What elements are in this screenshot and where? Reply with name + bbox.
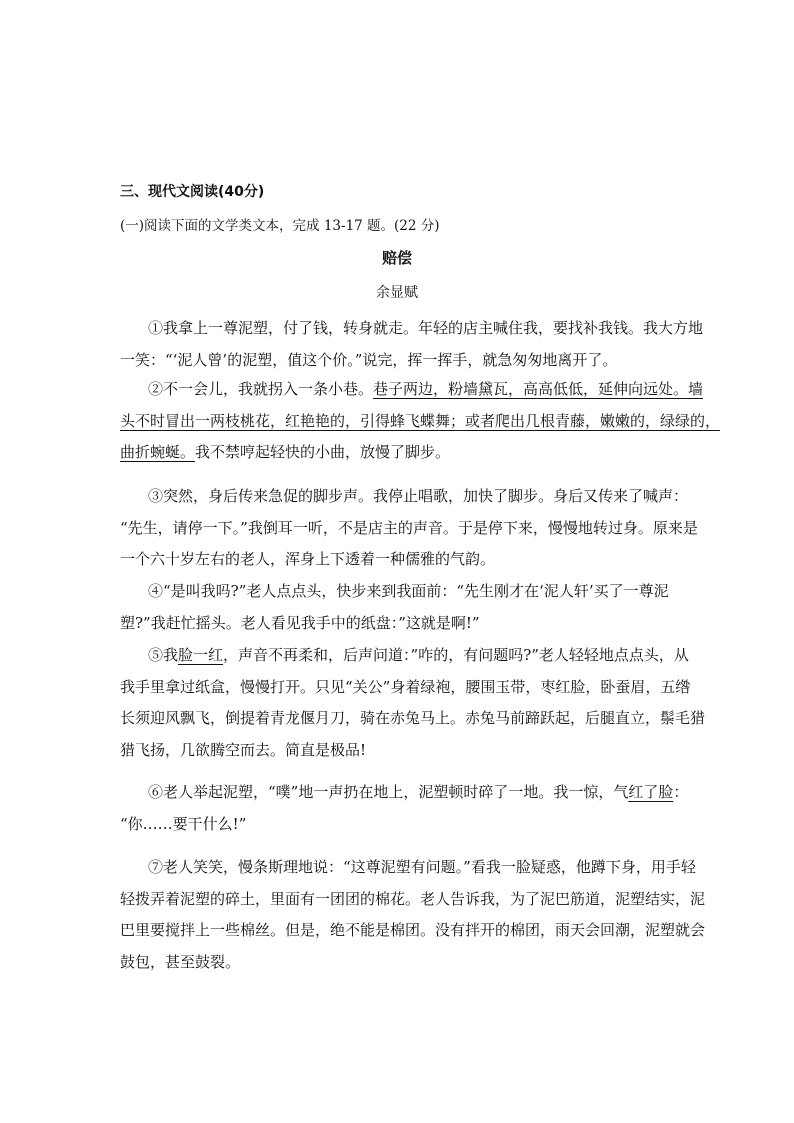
underlined-text: 头不时冒出一两枝桃花，红艳艳的，引得蜂飞蝶舞；或者爬出几根青藤，嫩嫩的，绿绿的， [120, 411, 721, 430]
paragraph-line: 巴里要搅拌上一些棉丝。但是，绝不能是棉团。没有拌开的棉团，雨天会回潮，泥塑就会 [120, 921, 706, 939]
paragraph-line [120, 437, 680, 469]
paragraph-line: ③突然，身后传来急促的脚步声。我停止唱歌，加快了脚步。身后又传来了喊声： [148, 487, 689, 505]
paragraph-2 [120, 374, 721, 469]
paragraph-line: 轻拨弄着泥塑的碎土，里面有一团团的棉花。老人告诉我，为了泥巴筋道，泥塑结实，泥 [120, 889, 706, 908]
paragraph-line: 鼓包，甚至鼓裂。 [120, 952, 241, 971]
paragraph-1 [120, 313, 704, 376]
paragraph-5 [120, 640, 706, 766]
paragraph-line: 长须迎风飘飞，倒提着青龙偃月刀，骑在赤兔马上。赤兔马前蹄跃起，后腿直立，鬃毛猎 [120, 709, 706, 727]
story-title: 赔偿 [381, 249, 412, 267]
text-run: ： [673, 783, 689, 801]
paragraph-line: “先生，请停一下。”我倒耳一听，不是店主的声音。于是停下来，慢慢地转过身。原来是 [120, 518, 698, 537]
paragraph-4 [120, 576, 680, 639]
underlined-text: 巷子两边，粉墙黛瓦，高高低低，延伸向远处。墙 [373, 380, 704, 398]
paragraph-6 [120, 777, 689, 840]
paragraph-line [120, 374, 704, 406]
text-run: 我不禁哼起轻快的小曲，放慢了脚步。 [195, 443, 451, 461]
paragraph-line: 一个六十岁左右的老人，浑身上下透着一种儒雅的气韵。 [120, 550, 496, 568]
paragraph-line: ④“是叫我吗?”老人点点头，快步来到我面前：“先生刚才在‘泥人轩’买了一尊泥 [148, 582, 669, 600]
section-title: 三、现代文阅读(40分) [120, 184, 265, 200]
underlined-text: 曲折蜿蜒。 [120, 443, 196, 461]
paragraph-3 [120, 481, 698, 576]
text-run: ⑤我 [148, 646, 179, 664]
paragraph-line: 猎飞扬，几欲腾空而去。简直是极品! [120, 740, 367, 759]
paragraph-line [120, 777, 689, 809]
text-run: ②不一会儿，我就拐入一条小巷。 [148, 380, 374, 398]
underlined-text: 红了脸 [628, 783, 674, 801]
underlined-text: 脸一红 [178, 646, 224, 664]
paragraph-line: “你……要干什么!” [120, 814, 247, 833]
paragraph-line: ⑦老人笑笑，慢条斯理地说：“这尊泥塑有问题。”看我一脸疑惑，他蹲下身，用手轻 [148, 858, 696, 876]
reading-instruction: (一)阅读下面的文学类文本，完成 13-17 题。(22 分) [120, 218, 440, 234]
paragraph-line: 一笑：“‘泥人曾’的泥塑，值这个价。”说完，挥一挥手，就急匆匆地离开了。 [120, 350, 618, 369]
paragraph-line [120, 640, 689, 672]
text-run: ⑥老人举起泥塑，“噗”地一声扔在地上，泥塑顿时碎了一地。我一惊，气 [148, 783, 629, 801]
story-author: 余显赋 [376, 285, 418, 301]
paragraph-line: 塑?”我赶忙摇头。老人看见我手中的纸盘：”这就是啊!” [120, 613, 480, 632]
paragraph-line: 我手里拿过纸盒，慢慢打开。只见“关公”身着绿袍，腰围玉带，枣红脸，卧蚕眉，五绺 [120, 677, 691, 696]
paragraph-7 [120, 852, 706, 978]
paragraph-line: ①我拿上一尊泥塑，付了钱，转身就走。年轻的店主喊住我，要找补我钱。我大方地 [148, 319, 704, 337]
text-run: ，声音不再柔和，后声问道：”咋的，有问题吗?”老人轻轻地点点头，从 [223, 646, 689, 664]
